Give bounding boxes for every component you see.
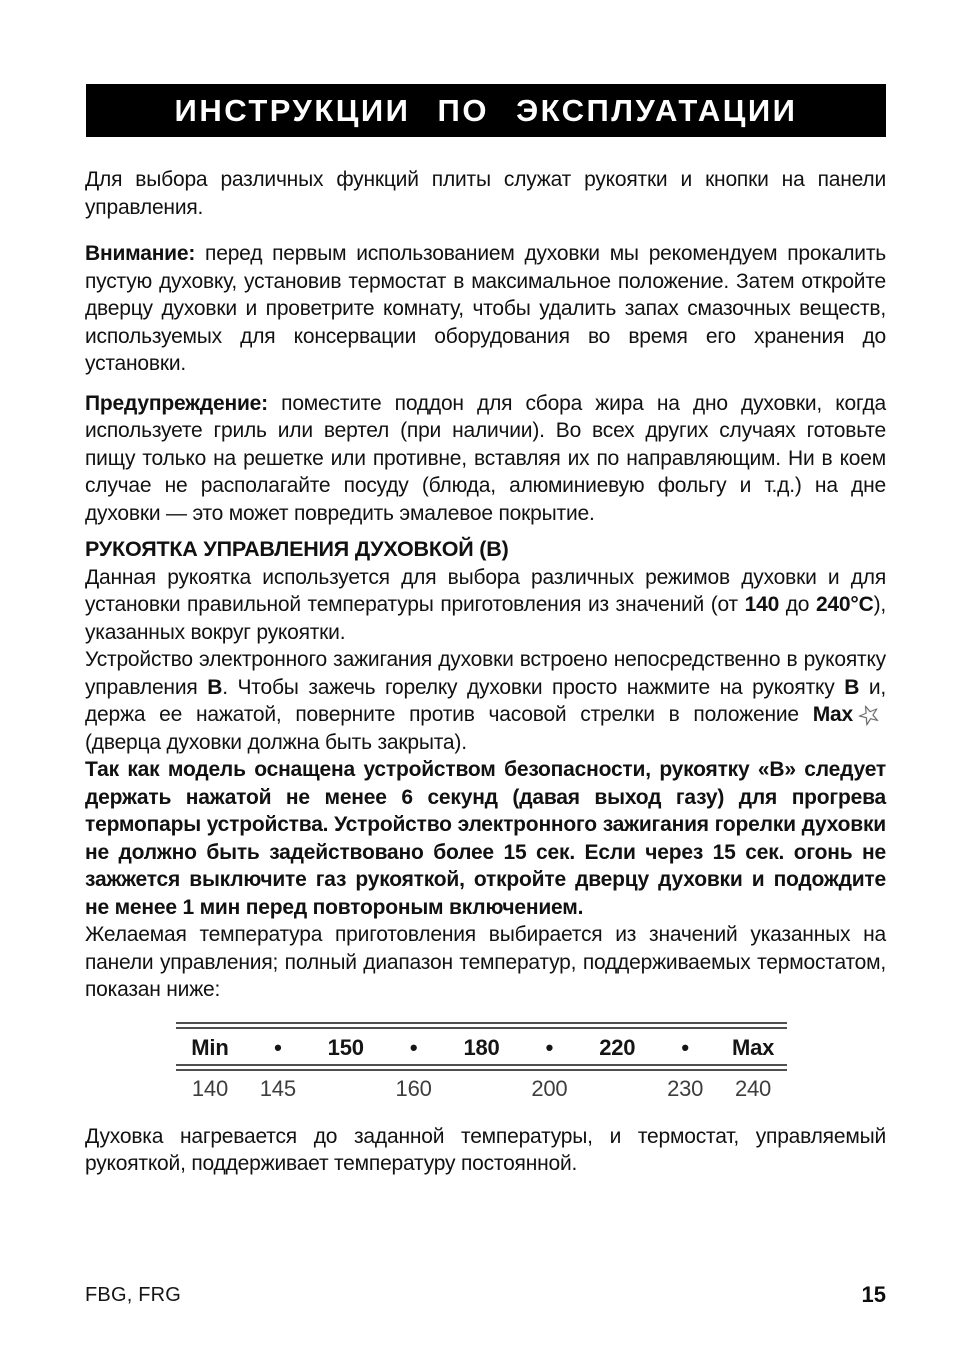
table-cell-empty: [312, 1071, 380, 1105]
attention-label: Внимание:: [85, 242, 196, 265]
attention-paragraph: [85, 240, 886, 378]
intro-paragraph: [85, 166, 886, 221]
knob-usage-text: Данная рукоятка используется для выбора различных режимов духовки и для установки правильной температуры приготовления из значений (от: [85, 565, 886, 616]
page-number: 15: [861, 1282, 886, 1307]
table-cell-min: Min: [191, 1034, 229, 1060]
table-cell-200: 200: [531, 1075, 568, 1101]
max-position-label: Max: [812, 703, 853, 726]
ignition-text-2: . Чтобы зажечь горелку духовки просто нажмите на рукоятку: [222, 675, 845, 699]
table-cell-max: Max: [731, 1034, 775, 1060]
warning-label: Предупреждение:: [85, 391, 268, 415]
temperature-table: [176, 1022, 787, 1105]
table-rule-middle: [176, 1064, 787, 1071]
oven-knob-heading: РУКОЯТКА УПРАВЛЕНИЯ ДУХОВКОЙ (В): [85, 537, 509, 561]
temp-max-value: 240°С: [815, 593, 874, 616]
safety-notice-text: Так как модель оснащена устройством безопасности, рукоятку «В» следует держать нажатой не менее 6 секунд (давая выход газу) для прогрева термопары устройства. Устройство электронного зажигания горелки духовки не должно быть задействовано более 15 сек. Если через 15 сек. огонь не зажжется выключите газ рукояткой, откройте дверцу духовки и подождите не менее 1 мин перед повтороным включением.: [85, 758, 886, 919]
ignition-text-3: и, держа ее нажатой, поверните против часовой стрелки в положение: [85, 675, 887, 726]
model-codes: FBG, FRG: [85, 1284, 182, 1306]
knob-usage-mid: до: [779, 593, 816, 616]
ignition-text-4: (дверца духовки должна быть закрыта).: [85, 730, 467, 754]
page-content: [85, 166, 886, 1178]
dot-marker: •: [409, 1034, 418, 1060]
temp-selection-paragraph: [85, 921, 886, 1004]
safety-notice-paragraph: [85, 756, 886, 921]
table-rule-top: [176, 1022, 787, 1029]
temp-min-value: 140: [744, 593, 780, 616]
attention-text: перед первым использованием духовки мы рекомендуем прокалить пустую духовку, установив термостат в максимальное положение. Затем откройте дверцу духовки и проветрите комнату, чтобы удалить запах смазочных веществ, используемых для консервации оборудования во время его хранения до установки.: [85, 242, 886, 375]
page-title: ИНСТРУКЦИИ ПО ЭКСПЛУАТАЦИИ: [174, 92, 798, 128]
dot-marker: •: [545, 1034, 554, 1060]
dot-marker: •: [681, 1034, 689, 1060]
closing-paragraph: [85, 1123, 886, 1178]
table-cell-145: 145: [259, 1075, 296, 1101]
table-cell-180: 180: [463, 1034, 500, 1060]
table-cell-160: 160: [395, 1075, 432, 1101]
table-cell-230: 230: [667, 1075, 704, 1101]
table-cell-240: 240: [734, 1075, 772, 1101]
dot-marker: •: [274, 1034, 282, 1060]
knob-usage-post: ), указанных вокруг рукоятки.: [85, 593, 886, 644]
intro-text: Для выбора различных функций плиты служат рукоятки и кнопки на панели управления.: [85, 168, 886, 219]
knob-letter: В: [844, 675, 860, 699]
table-cell-empty: [583, 1071, 651, 1105]
temperature-header-row: [176, 1029, 787, 1064]
warning-text: поместите поддон для сбора жира на дно духовки, когда используете гриль или вертел (при наличии). Во всех других случаях готовьте пищу только на решетке или противне, вставляя их по направляющим. Ни в коем случае не располагайте посуду (блюда, алюминиевую фольгу и т.д.) на дне духовки — это может повредить эмалевое покрытие.: [85, 391, 886, 525]
spark-icon: ☆: [852, 696, 886, 734]
table-cell-empty: [448, 1071, 516, 1105]
table-cell-150: 150: [327, 1034, 364, 1060]
temperature-values-row: [176, 1071, 787, 1105]
temp-selection-text: Желаемая температура приготовления выбирается из значений указанных на панели управления; полный диапазон температур, поддерживаемых термостатом, показан ниже:: [85, 923, 886, 1001]
warning-paragraph: [85, 390, 886, 528]
ignition-text-1: Устройство электронного зажигания духовки встроено непосредственно в рукоятку управления: [85, 648, 886, 699]
knob-letter: В: [207, 675, 223, 699]
knob-usage-paragraph: [85, 564, 886, 647]
closing-text: Духовка нагревается до заданной температуры, и термостат, управляемый рукояткой, поддерживает температуру постоянной.: [85, 1124, 886, 1175]
table-cell-140: 140: [191, 1075, 228, 1101]
ignition-paragraph: [85, 646, 886, 756]
page-title-bar: [86, 84, 886, 137]
table-cell-220: 220: [599, 1034, 636, 1060]
